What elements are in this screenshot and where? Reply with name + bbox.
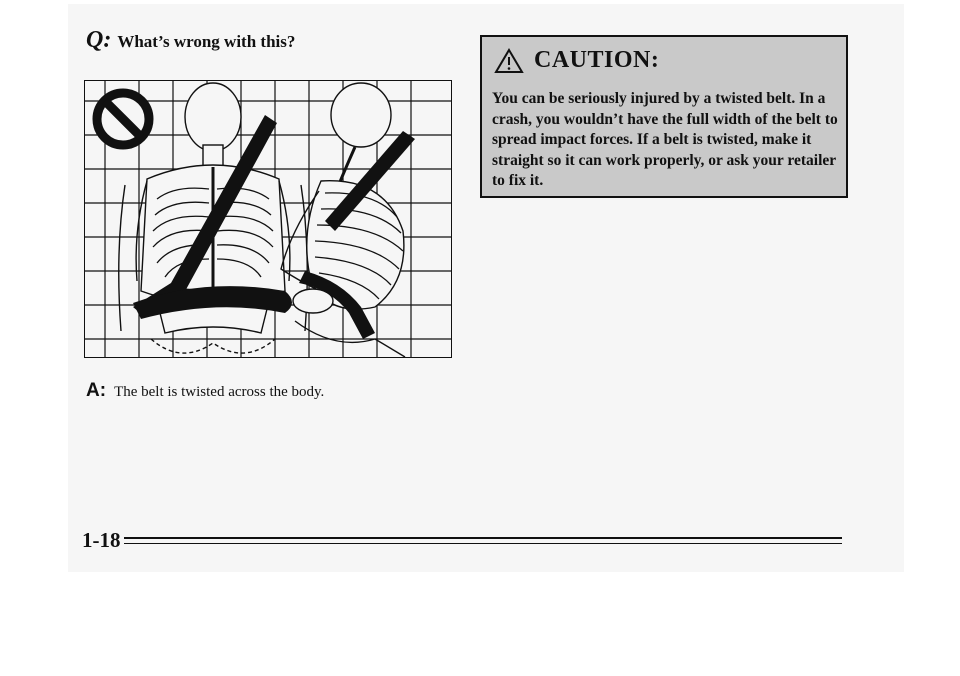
answer-marker: A: [86,380,107,401]
caution-title-row [494,47,659,74]
skeleton-belt-drawing [85,81,451,357]
prohibition-icon [97,93,149,145]
footer-rule-top [124,537,842,539]
twisted-belt-illustration [84,80,452,358]
answer-line [86,380,324,402]
caution-body-text: You can be seriously injured by a twisted belt. In a crash, you wouldn’t have the full width of the belt to spread impact forces. If a belt is twisted, make it straight so it can work properly, or ask your retailer to fix it. [492,90,838,189]
page-number: 1-18 [82,528,121,552]
warning-triangle-icon [494,48,524,74]
answer-text: The belt is twisted across the body. [114,384,325,400]
question-text: What’s wrong with this? [117,32,296,51]
question-marker: Q: [86,27,112,53]
question-heading [86,27,295,54]
caution-box [480,35,848,198]
caution-title: CAUTION: [534,47,660,73]
footer-rule-bottom [124,543,842,544]
